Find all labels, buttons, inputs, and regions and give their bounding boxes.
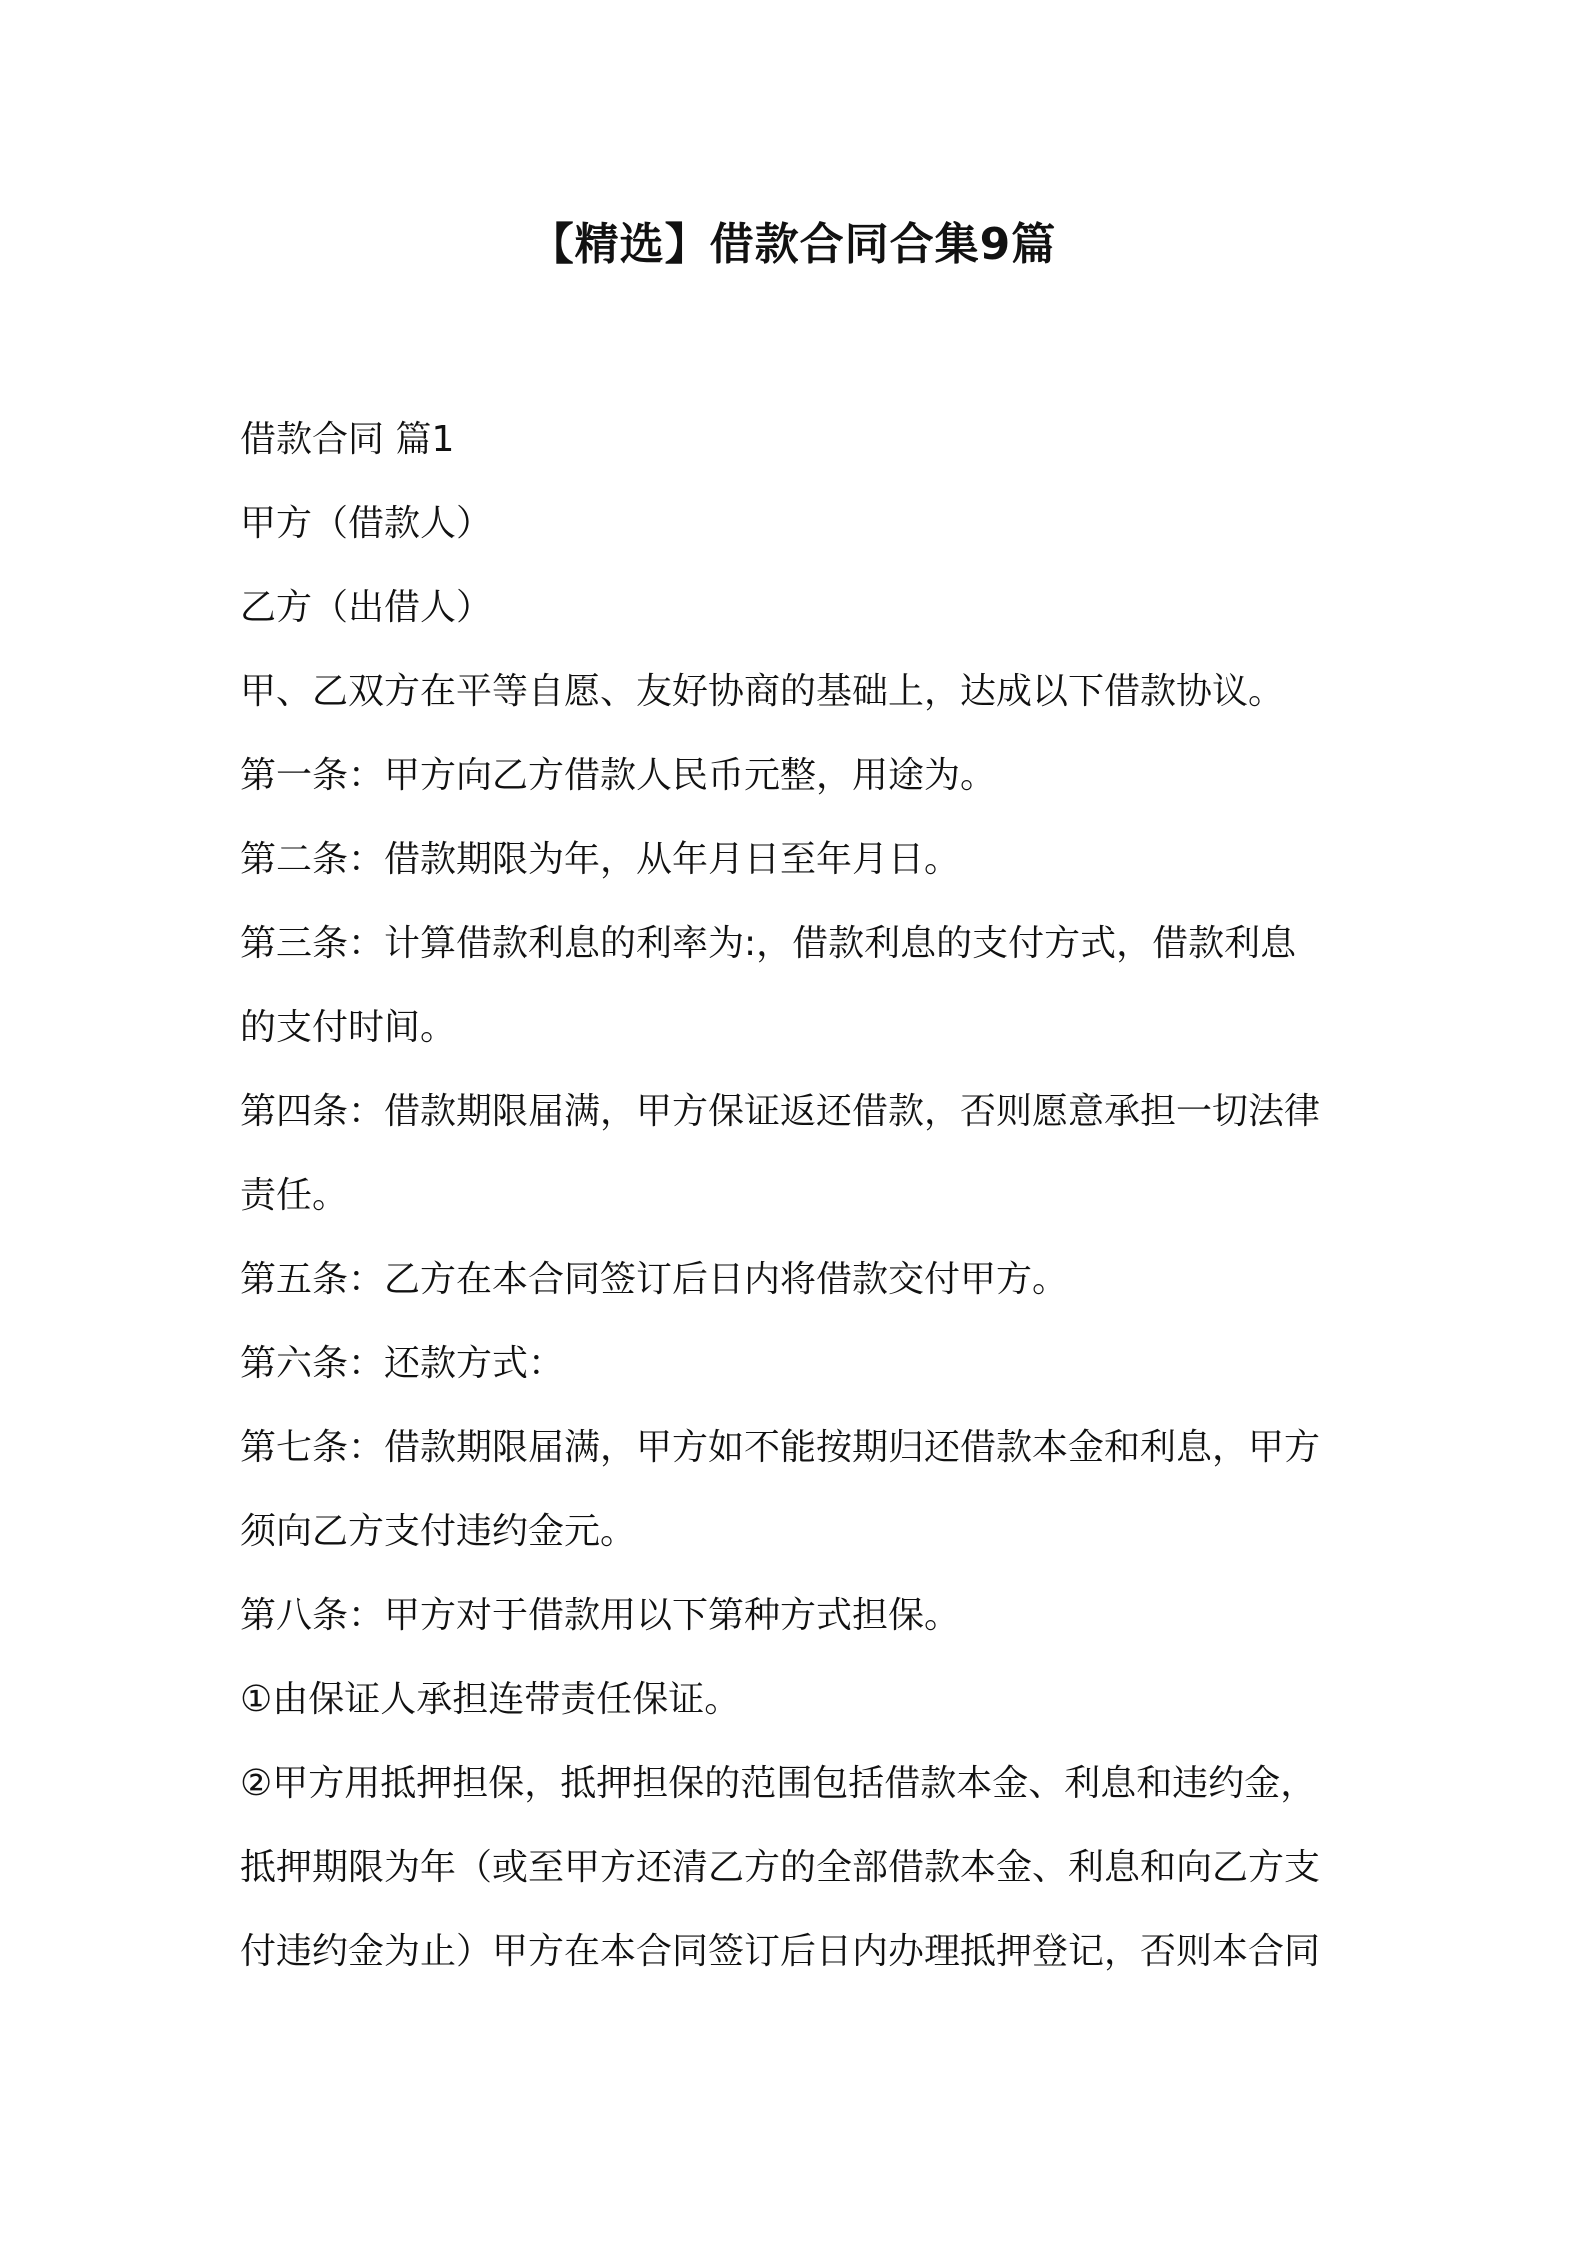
party-b-line: 乙方（出借人） bbox=[240, 587, 493, 628]
article-4-line: 第四条：借款期限届满，甲方保证返还借款，否则愿意承担一切法律 bbox=[240, 1091, 1321, 1132]
article-7-line-continued: 须向乙方支付违约金元。 bbox=[240, 1511, 637, 1552]
guarantee-option-1-line: ①由保证人承担连带责任保证。 bbox=[240, 1679, 741, 1720]
article-6-line: 第六条：还款方式： bbox=[240, 1343, 565, 1384]
party-a-line: 甲方（借款人） bbox=[240, 503, 493, 544]
guarantee-option-2-line: ②甲方用抵押担保，抵押担保的范围包括借款本金、利息和违约金， bbox=[240, 1763, 1317, 1804]
preamble-line: 甲、乙双方在平等自愿、友好协商的基础上，达成以下借款协议。 bbox=[240, 671, 1285, 712]
article-8-line: 第八条：甲方对于借款用以下第种方式担保。 bbox=[240, 1595, 961, 1636]
article-2-line: 第二条：借款期限为年，从年月日至年月日。 bbox=[240, 839, 961, 880]
document-body bbox=[240, 398, 1360, 1994]
article-3-line: 第三条：计算借款利息的利率为:，借款利息的支付方式，借款利息 bbox=[240, 923, 1297, 964]
article-1-line: 第一条：甲方向乙方借款人民币元整，用途为。 bbox=[240, 755, 997, 796]
article-4-line-continued: 责任。 bbox=[240, 1175, 349, 1216]
guarantee-option-2-line-continued: 抵押期限为年（或至甲方还清乙方的全部借款本金、利息和向乙方支 bbox=[240, 1847, 1321, 1888]
article-5-line: 第五条：乙方在本合同签订后日内将借款交付甲方。 bbox=[240, 1259, 1069, 1300]
article-7-line: 第七条：借款期限届满，甲方如不能按期归还借款本金和利息，甲方 bbox=[240, 1427, 1321, 1468]
article-3-line-continued: 的支付时间。 bbox=[240, 1007, 457, 1048]
guarantee-option-2-line-continued: 付违约金为止）甲方在本合同签订后日内办理抵押登记，否则本合同 bbox=[240, 1931, 1321, 1972]
section-heading: 借款合同 篇1 bbox=[240, 419, 455, 460]
document-title: 【精选】借款合同合集9篇 bbox=[529, 219, 1057, 270]
